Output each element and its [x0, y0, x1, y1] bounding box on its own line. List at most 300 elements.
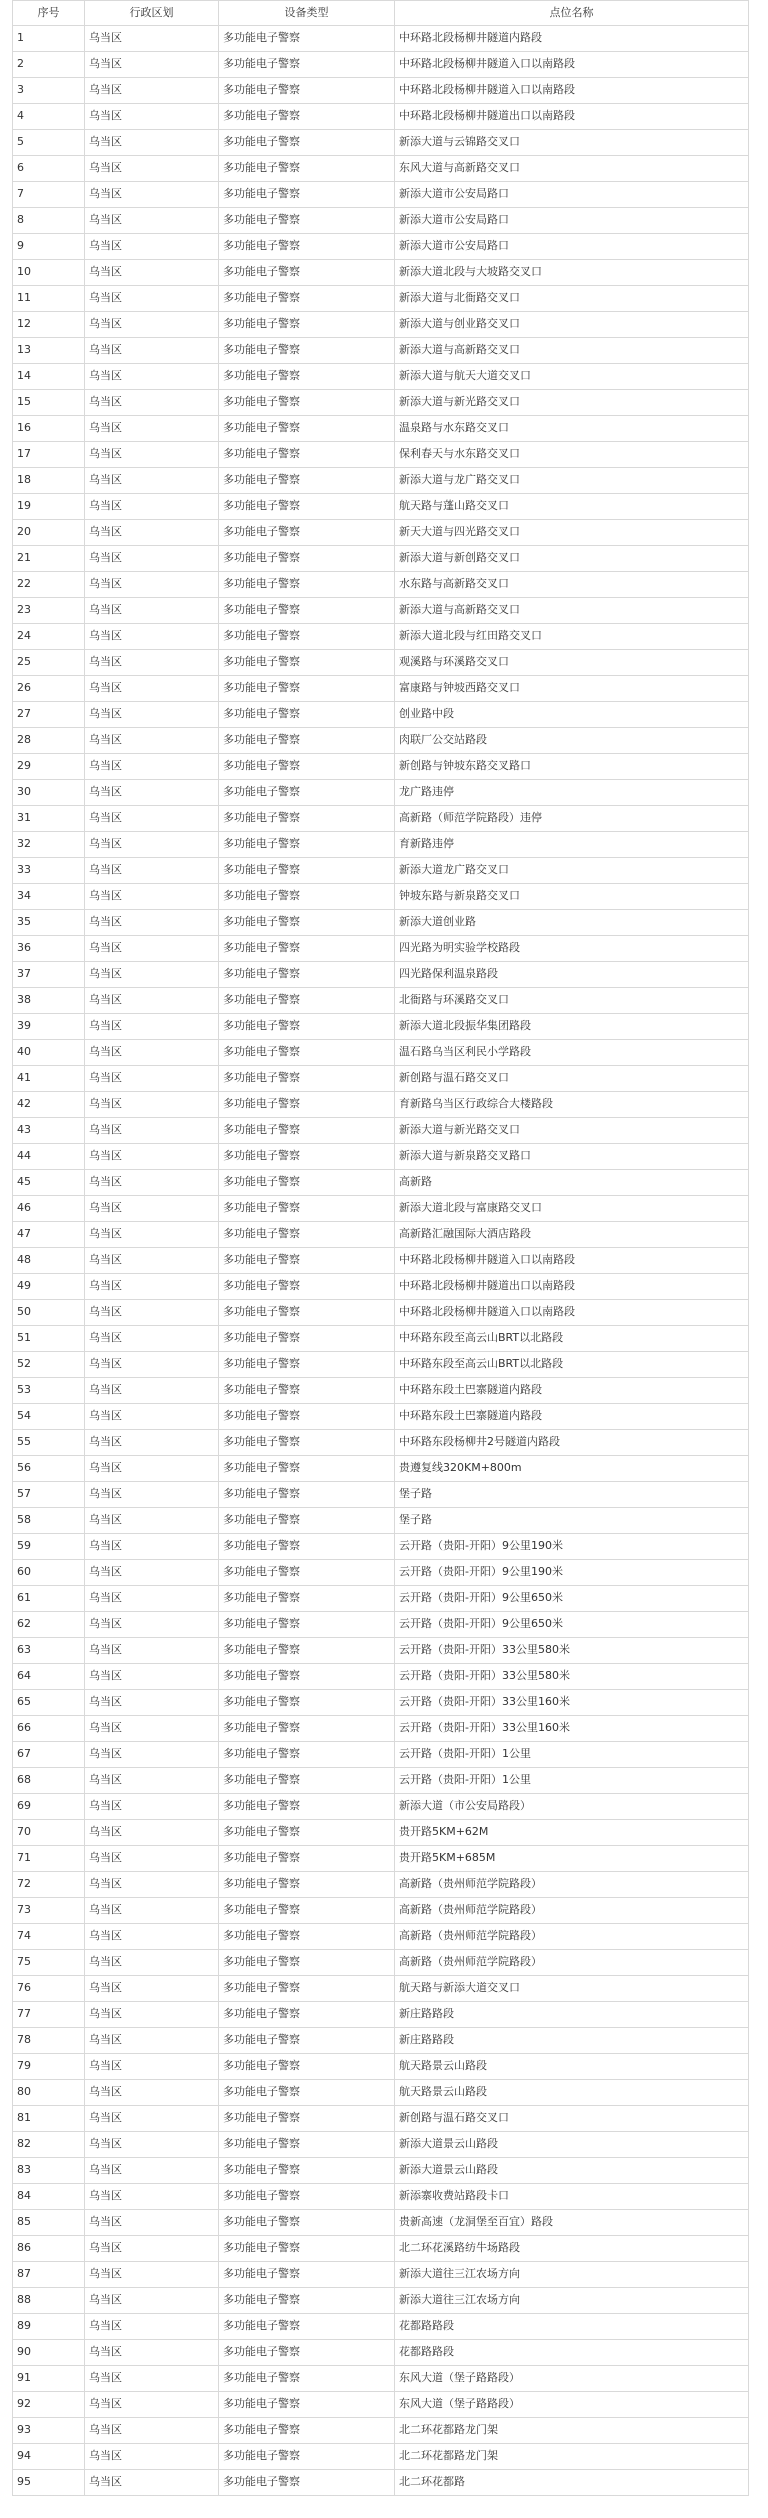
cell-location: 云开路（贵阳-开阳）9公里650米 [395, 1612, 749, 1638]
cell-district: 乌当区 [85, 182, 219, 208]
cell-location: 水东路与高新路交叉口 [395, 572, 749, 598]
cell-district: 乌当区 [85, 78, 219, 104]
cell-district: 乌当区 [85, 1898, 219, 1924]
table-row [13, 2210, 749, 2236]
cell-district: 乌当区 [85, 104, 219, 130]
cell-location: 新添大道创业路 [395, 910, 749, 936]
cell-device-type: 多功能电子警察 [219, 1248, 395, 1274]
header-district: 行政区划 [85, 1, 219, 26]
cell-device-type: 多功能电子警察 [219, 104, 395, 130]
table-row [13, 572, 749, 598]
cell-device-type: 多功能电子警察 [219, 1924, 395, 1950]
cell-location: 中环路北段杨柳井隧道内路段 [395, 26, 749, 52]
cell-index: 41 [13, 1066, 85, 1092]
cell-device-type: 多功能电子警察 [219, 312, 395, 338]
cell-device-type: 多功能电子警察 [219, 1950, 395, 1976]
cell-device-type: 多功能电子警察 [219, 1586, 395, 1612]
table-row [13, 2470, 749, 2496]
cell-index: 84 [13, 2184, 85, 2210]
cell-location: 云开路（贵阳-开阳）9公里190米 [395, 1560, 749, 1586]
table-row [13, 884, 749, 910]
table-row [13, 2366, 749, 2392]
cell-device-type: 多功能电子警察 [219, 182, 395, 208]
cell-index: 24 [13, 624, 85, 650]
table-row [13, 1794, 749, 1820]
table-row [13, 728, 749, 754]
cell-district: 乌当区 [85, 1560, 219, 1586]
cell-district: 乌当区 [85, 1066, 219, 1092]
cell-device-type: 多功能电子警察 [219, 2418, 395, 2444]
cell-district: 乌当区 [85, 1248, 219, 1274]
cell-location: 中环路东段土巴寨隧道内路段 [395, 1404, 749, 1430]
cell-district: 乌当区 [85, 1118, 219, 1144]
cell-index: 15 [13, 390, 85, 416]
cell-district: 乌当区 [85, 806, 219, 832]
cell-device-type: 多功能电子警察 [219, 2262, 395, 2288]
cell-location: 新添大道市公安局路口 [395, 234, 749, 260]
table-row [13, 624, 749, 650]
cell-device-type: 多功能电子警察 [219, 546, 395, 572]
cell-location: 高新路汇融国际大酒店路段 [395, 1222, 749, 1248]
cell-location: 温石路乌当区利民小学路段 [395, 1040, 749, 1066]
cell-location: 新添大道与龙广路交叉口 [395, 468, 749, 494]
cell-device-type: 多功能电子警察 [219, 1326, 395, 1352]
cell-index: 9 [13, 234, 85, 260]
table-row [13, 52, 749, 78]
cell-district: 乌当区 [85, 364, 219, 390]
cell-location: 高新路（师范学院路段）违停 [395, 806, 749, 832]
cell-index: 94 [13, 2444, 85, 2470]
cell-device-type: 多功能电子警察 [219, 1560, 395, 1586]
cell-device-type: 多功能电子警察 [219, 1222, 395, 1248]
table-row [13, 1456, 749, 1482]
cell-district: 乌当区 [85, 702, 219, 728]
cell-district: 乌当区 [85, 936, 219, 962]
table-row [13, 2080, 749, 2106]
cell-district: 乌当区 [85, 988, 219, 1014]
cell-index: 33 [13, 858, 85, 884]
table-row [13, 1742, 749, 1768]
cell-device-type: 多功能电子警察 [219, 1404, 395, 1430]
cell-index: 52 [13, 1352, 85, 1378]
cell-district: 乌当区 [85, 494, 219, 520]
table-row [13, 104, 749, 130]
table-row [13, 598, 749, 624]
table-row [13, 650, 749, 676]
cell-location: 新添大道与新创路交叉口 [395, 546, 749, 572]
table-row [13, 2054, 749, 2080]
cell-location: 新添大道北段与富康路交叉口 [395, 1196, 749, 1222]
cell-device-type: 多功能电子警察 [219, 780, 395, 806]
table-row [13, 364, 749, 390]
cell-index: 66 [13, 1716, 85, 1742]
cell-district: 乌当区 [85, 1612, 219, 1638]
cell-district: 乌当区 [85, 1508, 219, 1534]
cell-index: 10 [13, 260, 85, 286]
cell-district: 乌当区 [85, 520, 219, 546]
cell-index: 13 [13, 338, 85, 364]
cell-location: 航天路与新添大道交叉口 [395, 1976, 749, 2002]
cell-device-type: 多功能电子警察 [219, 52, 395, 78]
cell-location: 育新路违停 [395, 832, 749, 858]
table-row [13, 910, 749, 936]
cell-device-type: 多功能电子警察 [219, 2288, 395, 2314]
cell-device-type: 多功能电子警察 [219, 520, 395, 546]
cell-location: 高新路（贵州师范学院路段） [395, 1950, 749, 1976]
cell-index: 37 [13, 962, 85, 988]
table-row [13, 156, 749, 182]
cell-device-type: 多功能电子警察 [219, 702, 395, 728]
cell-district: 乌当区 [85, 1170, 219, 1196]
cell-district: 乌当区 [85, 2392, 219, 2418]
cell-index: 53 [13, 1378, 85, 1404]
header-index: 序号 [13, 1, 85, 26]
cell-location: 高新路（贵州师范学院路段） [395, 1872, 749, 1898]
cell-district: 乌当区 [85, 2288, 219, 2314]
cell-location: 云开路（贵阳-开阳）1公里 [395, 1768, 749, 1794]
cell-district: 乌当区 [85, 234, 219, 260]
cell-district: 乌当区 [85, 130, 219, 156]
cell-index: 88 [13, 2288, 85, 2314]
cell-device-type: 多功能电子警察 [219, 728, 395, 754]
table-row [13, 2002, 749, 2028]
table-row [13, 442, 749, 468]
cell-district: 乌当区 [85, 1222, 219, 1248]
cell-index: 50 [13, 1300, 85, 1326]
cell-index: 23 [13, 598, 85, 624]
cell-location: 温泉路与水东路交叉口 [395, 416, 749, 442]
cell-district: 乌当区 [85, 2366, 219, 2392]
cell-district: 乌当区 [85, 2418, 219, 2444]
table-row [13, 780, 749, 806]
cell-index: 3 [13, 78, 85, 104]
table-row [13, 1950, 749, 1976]
table-row [13, 2158, 749, 2184]
cell-device-type: 多功能电子警察 [219, 1612, 395, 1638]
cell-district: 乌当区 [85, 2054, 219, 2080]
table-row [13, 858, 749, 884]
table-row [13, 494, 749, 520]
cell-index: 61 [13, 1586, 85, 1612]
cell-device-type: 多功能电子警察 [219, 26, 395, 52]
cell-district: 乌当区 [85, 546, 219, 572]
cell-index: 36 [13, 936, 85, 962]
table-row [13, 806, 749, 832]
cell-district: 乌当区 [85, 650, 219, 676]
cell-device-type: 多功能电子警察 [219, 2158, 395, 2184]
cell-district: 乌当区 [85, 728, 219, 754]
cell-district: 乌当区 [85, 1872, 219, 1898]
table-row [13, 1872, 749, 1898]
table-row [13, 2288, 749, 2314]
cell-index: 62 [13, 1612, 85, 1638]
cell-location: 保利春天与水东路交叉口 [395, 442, 749, 468]
cell-index: 92 [13, 2392, 85, 2418]
table-row [13, 2418, 749, 2444]
table-row [13, 1404, 749, 1430]
cell-index: 16 [13, 416, 85, 442]
table-row [13, 1014, 749, 1040]
cell-location: 云开路（贵阳-开阳）1公里 [395, 1742, 749, 1768]
cell-index: 22 [13, 572, 85, 598]
table-body [13, 26, 749, 2496]
cell-district: 乌当区 [85, 312, 219, 338]
camera-location-table [12, 0, 749, 2496]
table-row [13, 676, 749, 702]
cell-district: 乌当区 [85, 2080, 219, 2106]
cell-index: 67 [13, 1742, 85, 1768]
cell-location: 东风大道（堡子路路段） [395, 2392, 749, 2418]
cell-district: 乌当区 [85, 390, 219, 416]
cell-district: 乌当区 [85, 2106, 219, 2132]
cell-district: 乌当区 [85, 1924, 219, 1950]
cell-location: 高新路（贵州师范学院路段） [395, 1924, 749, 1950]
cell-location: 云开路（贵阳-开阳）9公里190米 [395, 1534, 749, 1560]
cell-index: 17 [13, 442, 85, 468]
cell-index: 8 [13, 208, 85, 234]
cell-location: 创业路中段 [395, 702, 749, 728]
cell-location: 新添大道与北衙路交叉口 [395, 286, 749, 312]
table-row [13, 1118, 749, 1144]
table-row [13, 1820, 749, 1846]
cell-index: 18 [13, 468, 85, 494]
cell-district: 乌当区 [85, 260, 219, 286]
cell-district: 乌当区 [85, 754, 219, 780]
cell-device-type: 多功能电子警察 [219, 130, 395, 156]
cell-device-type: 多功能电子警察 [219, 416, 395, 442]
cell-location: 新庄路路段 [395, 2002, 749, 2028]
table-row [13, 1196, 749, 1222]
cell-index: 48 [13, 1248, 85, 1274]
cell-location: 北衙路与环溪路交叉口 [395, 988, 749, 1014]
cell-location: 四光路保利温泉路段 [395, 962, 749, 988]
cell-index: 85 [13, 2210, 85, 2236]
cell-device-type: 多功能电子警察 [219, 1040, 395, 1066]
cell-district: 乌当区 [85, 1664, 219, 1690]
cell-index: 69 [13, 1794, 85, 1820]
cell-district: 乌当区 [85, 884, 219, 910]
table-header [13, 1, 749, 26]
cell-device-type: 多功能电子警察 [219, 650, 395, 676]
cell-device-type: 多功能电子警察 [219, 858, 395, 884]
cell-device-type: 多功能电子警察 [219, 1690, 395, 1716]
cell-district: 乌当区 [85, 858, 219, 884]
cell-device-type: 多功能电子警察 [219, 2106, 395, 2132]
cell-location: 高新路（贵州师范学院路段） [395, 1898, 749, 1924]
table-row [13, 1976, 749, 2002]
cell-location: 云开路（贵阳-开阳）33公里580米 [395, 1664, 749, 1690]
table-row [13, 468, 749, 494]
cell-location: 中环路北段杨柳井隧道出口以南路段 [395, 104, 749, 130]
table-row [13, 1924, 749, 1950]
cell-location: 新添大道与航天大道交叉口 [395, 364, 749, 390]
cell-location: 中环路东段杨柳井2号隧道内路段 [395, 1430, 749, 1456]
table-row [13, 234, 749, 260]
cell-index: 55 [13, 1430, 85, 1456]
table-row [13, 2340, 749, 2366]
cell-location: 云开路（贵阳-开阳）33公里160米 [395, 1690, 749, 1716]
cell-location: 北二环花溪路纺牛场路段 [395, 2236, 749, 2262]
cell-district: 乌当区 [85, 26, 219, 52]
table-row [13, 390, 749, 416]
cell-district: 乌当区 [85, 2340, 219, 2366]
cell-district: 乌当区 [85, 572, 219, 598]
cell-location: 堡子路 [395, 1482, 749, 1508]
cell-district: 乌当区 [85, 1300, 219, 1326]
cell-district: 乌当区 [85, 1820, 219, 1846]
cell-district: 乌当区 [85, 2132, 219, 2158]
cell-index: 40 [13, 1040, 85, 1066]
cell-index: 93 [13, 2418, 85, 2444]
cell-index: 38 [13, 988, 85, 1014]
table-row [13, 1586, 749, 1612]
cell-district: 乌当区 [85, 156, 219, 182]
cell-district: 乌当区 [85, 1976, 219, 2002]
cell-location: 花都路路段 [395, 2340, 749, 2366]
cell-device-type: 多功能电子警察 [219, 1482, 395, 1508]
table-row [13, 2184, 749, 2210]
cell-location: 中环路北段杨柳井隧道入口以南路段 [395, 1248, 749, 1274]
cell-location: 新庄路路段 [395, 2028, 749, 2054]
cell-index: 57 [13, 1482, 85, 1508]
cell-device-type: 多功能电子警察 [219, 676, 395, 702]
cell-device-type: 多功能电子警察 [219, 1118, 395, 1144]
table-row [13, 1898, 749, 1924]
cell-index: 60 [13, 1560, 85, 1586]
cell-location: 贵遵复线320KM+800m [395, 1456, 749, 1482]
cell-district: 乌当区 [85, 624, 219, 650]
cell-index: 68 [13, 1768, 85, 1794]
cell-district: 乌当区 [85, 416, 219, 442]
cell-device-type: 多功能电子警察 [219, 832, 395, 858]
cell-location: 钟坡东路与新泉路交叉口 [395, 884, 749, 910]
cell-location: 肉联厂公交站路段 [395, 728, 749, 754]
cell-device-type: 多功能电子警察 [219, 1508, 395, 1534]
table-row [13, 546, 749, 572]
table-row [13, 2314, 749, 2340]
cell-index: 91 [13, 2366, 85, 2392]
cell-location: 新添大道北段与大坡路交叉口 [395, 260, 749, 286]
cell-district: 乌当区 [85, 2314, 219, 2340]
cell-location: 观溪路与环溪路交叉口 [395, 650, 749, 676]
cell-district: 乌当区 [85, 1014, 219, 1040]
cell-index: 45 [13, 1170, 85, 1196]
cell-device-type: 多功能电子警察 [219, 1638, 395, 1664]
cell-device-type: 多功能电子警察 [219, 286, 395, 312]
cell-device-type: 多功能电子警察 [219, 2236, 395, 2262]
cell-location: 云开路（贵阳-开阳）33公里580米 [395, 1638, 749, 1664]
cell-location: 新添大道与云锦路交叉口 [395, 130, 749, 156]
cell-device-type: 多功能电子警察 [219, 1144, 395, 1170]
cell-district: 乌当区 [85, 676, 219, 702]
cell-location: 新添大道（市公安局路段） [395, 1794, 749, 1820]
cell-device-type: 多功能电子警察 [219, 1768, 395, 1794]
cell-district: 乌当区 [85, 1716, 219, 1742]
cell-device-type: 多功能电子警察 [219, 442, 395, 468]
cell-index: 34 [13, 884, 85, 910]
table-row [13, 1300, 749, 1326]
cell-index: 26 [13, 676, 85, 702]
table-row [13, 2132, 749, 2158]
table-row [13, 2392, 749, 2418]
table-row [13, 1144, 749, 1170]
table-row [13, 1716, 749, 1742]
cell-district: 乌当区 [85, 832, 219, 858]
cell-district: 乌当区 [85, 1534, 219, 1560]
cell-location: 堡子路 [395, 1508, 749, 1534]
table-row [13, 702, 749, 728]
cell-location: 新添大道往三江农场方向 [395, 2288, 749, 2314]
cell-device-type: 多功能电子警察 [219, 2366, 395, 2392]
cell-device-type: 多功能电子警察 [219, 2392, 395, 2418]
cell-index: 74 [13, 1924, 85, 1950]
cell-device-type: 多功能电子警察 [219, 754, 395, 780]
table-row [13, 1534, 749, 1560]
cell-location: 中环路东段至高云山BRT以北路段 [395, 1326, 749, 1352]
cell-index: 30 [13, 780, 85, 806]
cell-location: 新添大道北段与红田路交叉口 [395, 624, 749, 650]
cell-district: 乌当区 [85, 1586, 219, 1612]
cell-index: 42 [13, 1092, 85, 1118]
table-row [13, 936, 749, 962]
cell-device-type: 多功能电子警察 [219, 1534, 395, 1560]
cell-device-type: 多功能电子警察 [219, 2314, 395, 2340]
cell-index: 82 [13, 2132, 85, 2158]
cell-index: 46 [13, 1196, 85, 1222]
cell-device-type: 多功能电子警察 [219, 1352, 395, 1378]
cell-location: 北二环花都路 [395, 2470, 749, 2496]
table-row [13, 1768, 749, 1794]
cell-district: 乌当区 [85, 338, 219, 364]
cell-device-type: 多功能电子警察 [219, 936, 395, 962]
table-row [13, 520, 749, 546]
cell-index: 5 [13, 130, 85, 156]
cell-location: 中环路北段杨柳井隧道入口以南路段 [395, 1300, 749, 1326]
cell-index: 1 [13, 26, 85, 52]
table-row [13, 2106, 749, 2132]
cell-device-type: 多功能电子警察 [219, 572, 395, 598]
cell-device-type: 多功能电子警察 [219, 1170, 395, 1196]
cell-device-type: 多功能电子警察 [219, 1820, 395, 1846]
cell-index: 6 [13, 156, 85, 182]
cell-location: 新添大道市公安局路口 [395, 208, 749, 234]
table-row [13, 1690, 749, 1716]
table-row [13, 1274, 749, 1300]
cell-device-type: 多功能电子警察 [219, 234, 395, 260]
cell-district: 乌当区 [85, 1846, 219, 1872]
cell-district: 乌当区 [85, 1326, 219, 1352]
cell-index: 43 [13, 1118, 85, 1144]
table-row [13, 2444, 749, 2470]
cell-location: 花都路路段 [395, 2314, 749, 2340]
table-row [13, 260, 749, 286]
cell-device-type: 多功能电子警察 [219, 884, 395, 910]
cell-index: 80 [13, 2080, 85, 2106]
cell-location: 新添大道景云山路段 [395, 2132, 749, 2158]
cell-index: 73 [13, 1898, 85, 1924]
table-row [13, 1326, 749, 1352]
cell-location: 新添大道龙广路交叉口 [395, 858, 749, 884]
cell-district: 乌当区 [85, 2262, 219, 2288]
cell-index: 49 [13, 1274, 85, 1300]
cell-index: 86 [13, 2236, 85, 2262]
cell-district: 乌当区 [85, 2028, 219, 2054]
cell-index: 51 [13, 1326, 85, 1352]
cell-device-type: 多功能电子警察 [219, 910, 395, 936]
cell-index: 75 [13, 1950, 85, 1976]
cell-index: 70 [13, 1820, 85, 1846]
cell-location: 新创路与钟坡东路交叉路口 [395, 754, 749, 780]
